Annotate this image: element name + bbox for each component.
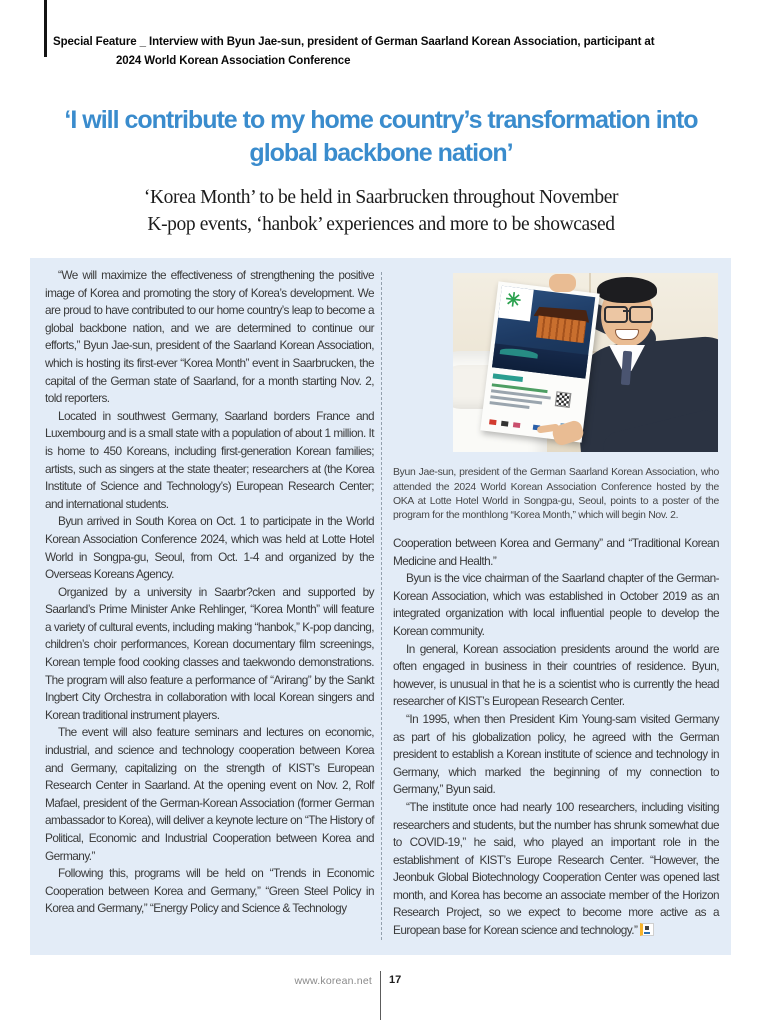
article-paragraph: Byun is the vice chairman of the Saarland chapter of the German-Korean Association, which was established in October 2019 as an integrated organization with local influential people to develop the Korean community.: [393, 571, 719, 638]
photo-glasses-left-lens: [604, 306, 628, 323]
kicker-rule: [44, 0, 47, 57]
poster-partner-logo: [513, 422, 521, 428]
photo-glasses-bridge: [623, 310, 630, 312]
footer-site-url: www.korean.net: [294, 975, 372, 987]
korea-month-poster: [480, 281, 600, 442]
subhead-line1: ‘Korea Month’ to be held in Saarbrucken throughout November: [143, 187, 619, 208]
article-paragraph: “We will maximize the effectiveness of strengthening the positive image of Korea and promoting the story of Korea’s development. We are proud to have contributed to our home country’s leap to become a global backbone nation, and we are determined to continue our efforts,” Byun Jae-sun, president of the Saarland Korean Association, which is hosting its first-ever “Korea Month” event in Saarbrucken, the capital of the German state of Saarland, for a month starting Nov. 2, told reporters.: [45, 268, 374, 406]
kicker-line1: Special Feature _ Interview with Byun Jae-sun, president of German Saarland Korean Association, participant at: [53, 36, 655, 48]
article-paragraph: Cooperation between Korea and Germany” and “Traditional Korean Medicine and Health.”: [393, 536, 719, 568]
paragraph-text: “The institute once had nearly 100 researchers, including visiting researchers and students, but the number has shrunk somewhat due to COVID-19,” he said, who played an important role in the establishment of KIST’s Europe Research Center. “However, the Jeonbuk Global Biotechnology Cooperation Center was opened last month, and Korea has become an associate member of the Horizon Research Project, so we expect to become more active as a European base for Korean science and technology.”: [393, 799, 719, 938]
page-number: 17: [389, 974, 402, 986]
kicker: [53, 33, 733, 70]
subhead-line2: K-pop events, ‘hanbok’ experiences and more to be showcased: [147, 214, 615, 235]
korean-net-end-mark-icon: [640, 923, 654, 936]
article-paragraph: “In 1995, when then President Kim Young-sam visited Germany as part of his globalization policy, he agreed with the German president to establish a Korean institute of science and technology in Germany, which marked the beginning of my connection to Germany,” Byun said.: [393, 711, 719, 797]
photo-man-hair: [597, 277, 657, 303]
article-paragraph: Located in southwest Germany, Saarland borders France and Luxembourg and is a small state with a population of about 1 million. It is home to 450 Koreans, including first-generation Korean families; artists, such as singers at the state theater; researchers at (the Korea Institute of Science and Technology’s) European Research Center; and international students.: [45, 408, 374, 511]
kicker-line2: 2024 World Korean Association Conference: [116, 54, 351, 67]
star-icon: ✳: [504, 289, 523, 313]
korea-month-logo: [498, 286, 534, 322]
right-column-text: [393, 535, 719, 940]
article-paragraph: The event will also feature seminars and lectures on economic, industrial, and science and technology cooperation between Korea and Germany, capitalizing on the strength of KIST’s European Research Center in Saarland. At the opening event on Nov. 2, Rolf Mafael, president of the German-Korean Association (former German ambassador to Korea), will deliver a keynote lecture on “The History of Political, Economic and Industrial Cooperation between Korea and Germany.”: [45, 725, 374, 863]
article-right-column: [393, 258, 719, 955]
headline-line2: global backbone nation’: [249, 139, 513, 167]
headline-line1: ‘I will contribute to my home country’s transformation into: [64, 106, 698, 134]
article-headline: [0, 104, 762, 170]
footer-divider: [380, 971, 381, 1020]
article-paragraph: Byun arrived in South Korea on Oct. 1 to participate in the World Korean Association Conference 2024, which was held at Lotte Hotel World in Songpa-gu, Seoul, from Oct. 1-4 and organized by the Overseas Koreans Agency.: [45, 514, 374, 582]
poster-partner-logo: [501, 421, 509, 427]
photo-caption: Byun Jae-sun, president of the German Saarland Korean Association, who attended the 2024 World Korean Association Conference hosted by the OKA at Lotte Hotel World in Songpa-gu, Seoul, points to a poster of the program for the monthlong “Korea Month,” which will begin Nov. 2.: [393, 467, 719, 521]
poster-palace-building: [536, 315, 586, 343]
article-body-panel: [30, 258, 731, 955]
interview-photo: [453, 273, 718, 452]
column-divider: [381, 272, 382, 940]
photo-glasses-right-lens: [629, 306, 653, 323]
article-left-column: [45, 267, 374, 918]
qr-code: [555, 391, 572, 408]
article-paragraph: In general, Korean association presidents around the world are often engaged in business in their countries of residence. Byun, however, is unusual in that he is a scientist who is currently the head researcher of KIST’s European Research Center.: [393, 641, 719, 709]
photo-holding-hand: [549, 274, 576, 292]
poster-date-label: [493, 373, 523, 382]
article-subhead: [0, 184, 762, 238]
poster-partner-logo: [489, 419, 497, 425]
article-paragraph: Following this, programs will be held on “Trends in Economic Cooperation between Korea and Germany,” “Green Steel Policy in Korea and Germany,” “Energy Policy and Science & Technology: [45, 866, 374, 916]
article-paragraph: Organized by a university in Saarbr?cken and supported by Saarland’s Prime Minister Anke Rehlinger, “Korea Month” will feature a variety of cultural events, including making “hanbok,” K-pop dancing, children’s choir performances, Korean documentary film screenings, Korean temple food cooking classes and taekwondo demonstrations. The program will also feature a performance of “Arirang” by the Sankt Ingbert City Orchestra in collaboration with local Korean singers and Korean traditional instrument players.: [45, 584, 374, 722]
article-paragraph: [393, 799, 719, 940]
